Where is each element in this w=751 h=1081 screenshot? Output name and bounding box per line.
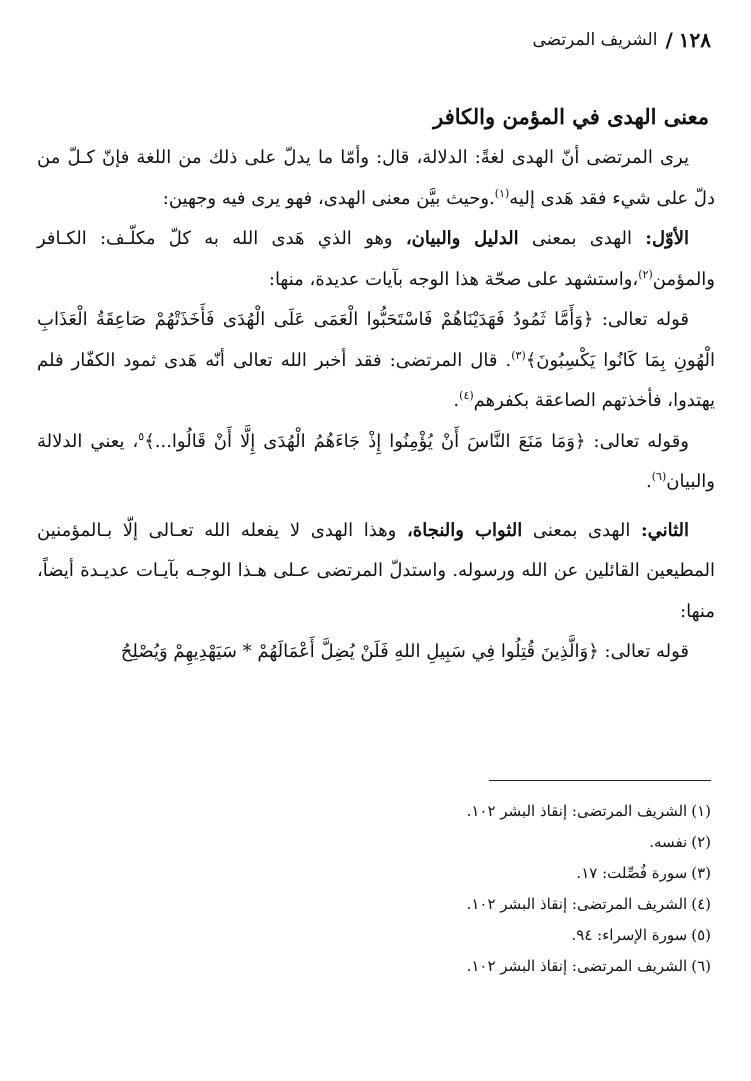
paragraph-text: الهدى بمعنى [518,228,646,249]
paragraph-first-aspect [37,219,715,300]
footnote-ref[interactable]: (١) [494,186,510,200]
aspect-term: الثواب والنجاة، [406,519,523,541]
footnote-number: (٢) [691,833,711,851]
aspect-label: الأوّل: [645,228,689,249]
quran-verse: ﴿وَمَا مَنَعَ النَّاسَ أَنْ يُؤْمِنُوا إِذْ جَاءَهُمُ الْهُدَى إِلَّا أَنْ قَالُوا...﴾ [144,430,586,452]
paragraph-quran-muhammad [37,632,715,673]
book-title: الشريف المرتضى [532,30,658,50]
paragraph-text: ،واستشهد على صحّة هذا الوجه بآيات عديدة، منها: [268,268,639,290]
paragraph-text: يرى المرتضى أنّ الهدى لغةً: الدلالة، قال: وأمّا ما يدلّ على ذلك من اللغة فإنّ كـلّ من دلّ على شيء فقد هَدى إليه [37,147,715,209]
paragraph-quran-fussilat [37,300,715,422]
footnote-ref[interactable]: ٥ [138,429,145,443]
footnote-text: سورة فُصِّلت: ١٧. [576,864,688,882]
footnote-ref[interactable]: (٢) [638,267,653,281]
paragraph-text: . قال المرتضى: فقد أخبر الله تعالى أنّه هَدى ثمود الكفّار فلم يهتدوا، فأخذتهم الصاعقة بكفرهم [37,349,715,411]
footnote-item [41,920,711,951]
paragraph-quran-isra [37,422,715,503]
footnote-number: (٣) [691,864,711,882]
footnotes [41,796,711,982]
footnote-number: (٤) [691,895,711,913]
aspect-term: الدليل والبيان، [405,228,519,249]
footnote-ref[interactable]: (٦) [651,470,667,483]
paragraph-second-aspect [37,511,715,633]
footnote-item [41,858,711,889]
paragraph-text: وهو الذي هَدى الله به كلّ مكلّـف: الكـافر والمؤمن [37,228,715,290]
section-title: معنى الهدى في المؤمن والكافر [433,104,709,129]
paragraph-text: . [453,390,460,411]
paragraph-text: وقوله تعالى: [585,430,690,452]
quran-verse: ﴿وَأَمَّا ثَمُودُ فَهَدَيْنَاهُمْ فَاسْتَحَبُّوا الْعَمَى عَلَى الْهُدَى فَأَخَذَتْهُمْ صَاعِقَةُ الْعَذَابِ الْهُونِ بِمَا كَانُوا يَكْسِبُونَ﴾ [37,309,716,371]
footnote-text: الشريف المرتضى: إنقاذ البشر ١٠٢. [466,895,688,913]
paragraph-definition [37,138,715,219]
footnote-text: الشريف المرتضى: إنقاذ البشر ١٠٢. [466,802,688,820]
header-separator: / [665,28,673,52]
aspect-label: الثاني: [640,519,689,541]
footnote-number: (٥) [691,926,711,944]
footnote-number: (٦) [691,957,711,975]
running-header [40,28,711,68]
footnote-text: سورة الإسراء: ٩٤. [571,926,688,944]
paragraph-text: . [646,471,652,492]
footnote-divider [489,780,711,781]
page-number: ١٢٨ [678,28,711,52]
paragraph-text: .وحيث بيَّن معنى الهدى، فهو يرى فيه وجهين: [162,187,495,209]
footnote-ref[interactable]: (٣) [511,348,526,362]
quran-verse: ﴿وَالَّذِينَ قُتِلُوا فِي سَبِيلِ اللهِ فَلَنْ يُضِلَّ أَعْمَالَهُمْ * سَيَهْدِيهِمْ وَيُصْلِحُ [120,641,599,662]
paragraph-text: ، يعني الدلالة والبيان [37,430,715,492]
paragraph-text: وهذا الهدى لا يفعله الله تعـالى إلّا بـالمؤمنين المطيعين القائلين عن الله ورسوله. واستدلّ المرتضى عـلى هـذا الوجـه بآيـات عديـدة أيضاً، منها: [37,519,715,622]
footnote-item [41,889,711,920]
paragraph-text: قوله تعالى: [598,641,689,662]
paragraph-text: قوله تعالى: [593,309,690,330]
paragraph-text: الهدى بمعنى [522,519,641,541]
footnote-item [41,796,711,827]
footnote-ref[interactable]: (٤) [459,389,474,402]
footnote-text: الشريف المرتضى: إنقاذ البشر ١٠٢. [466,957,688,975]
footnote-number: (١) [691,802,711,820]
footnote-item [41,827,711,858]
footnote-text: نفسه. [649,833,688,851]
main-text [37,96,715,673]
footnote-item [41,951,711,982]
